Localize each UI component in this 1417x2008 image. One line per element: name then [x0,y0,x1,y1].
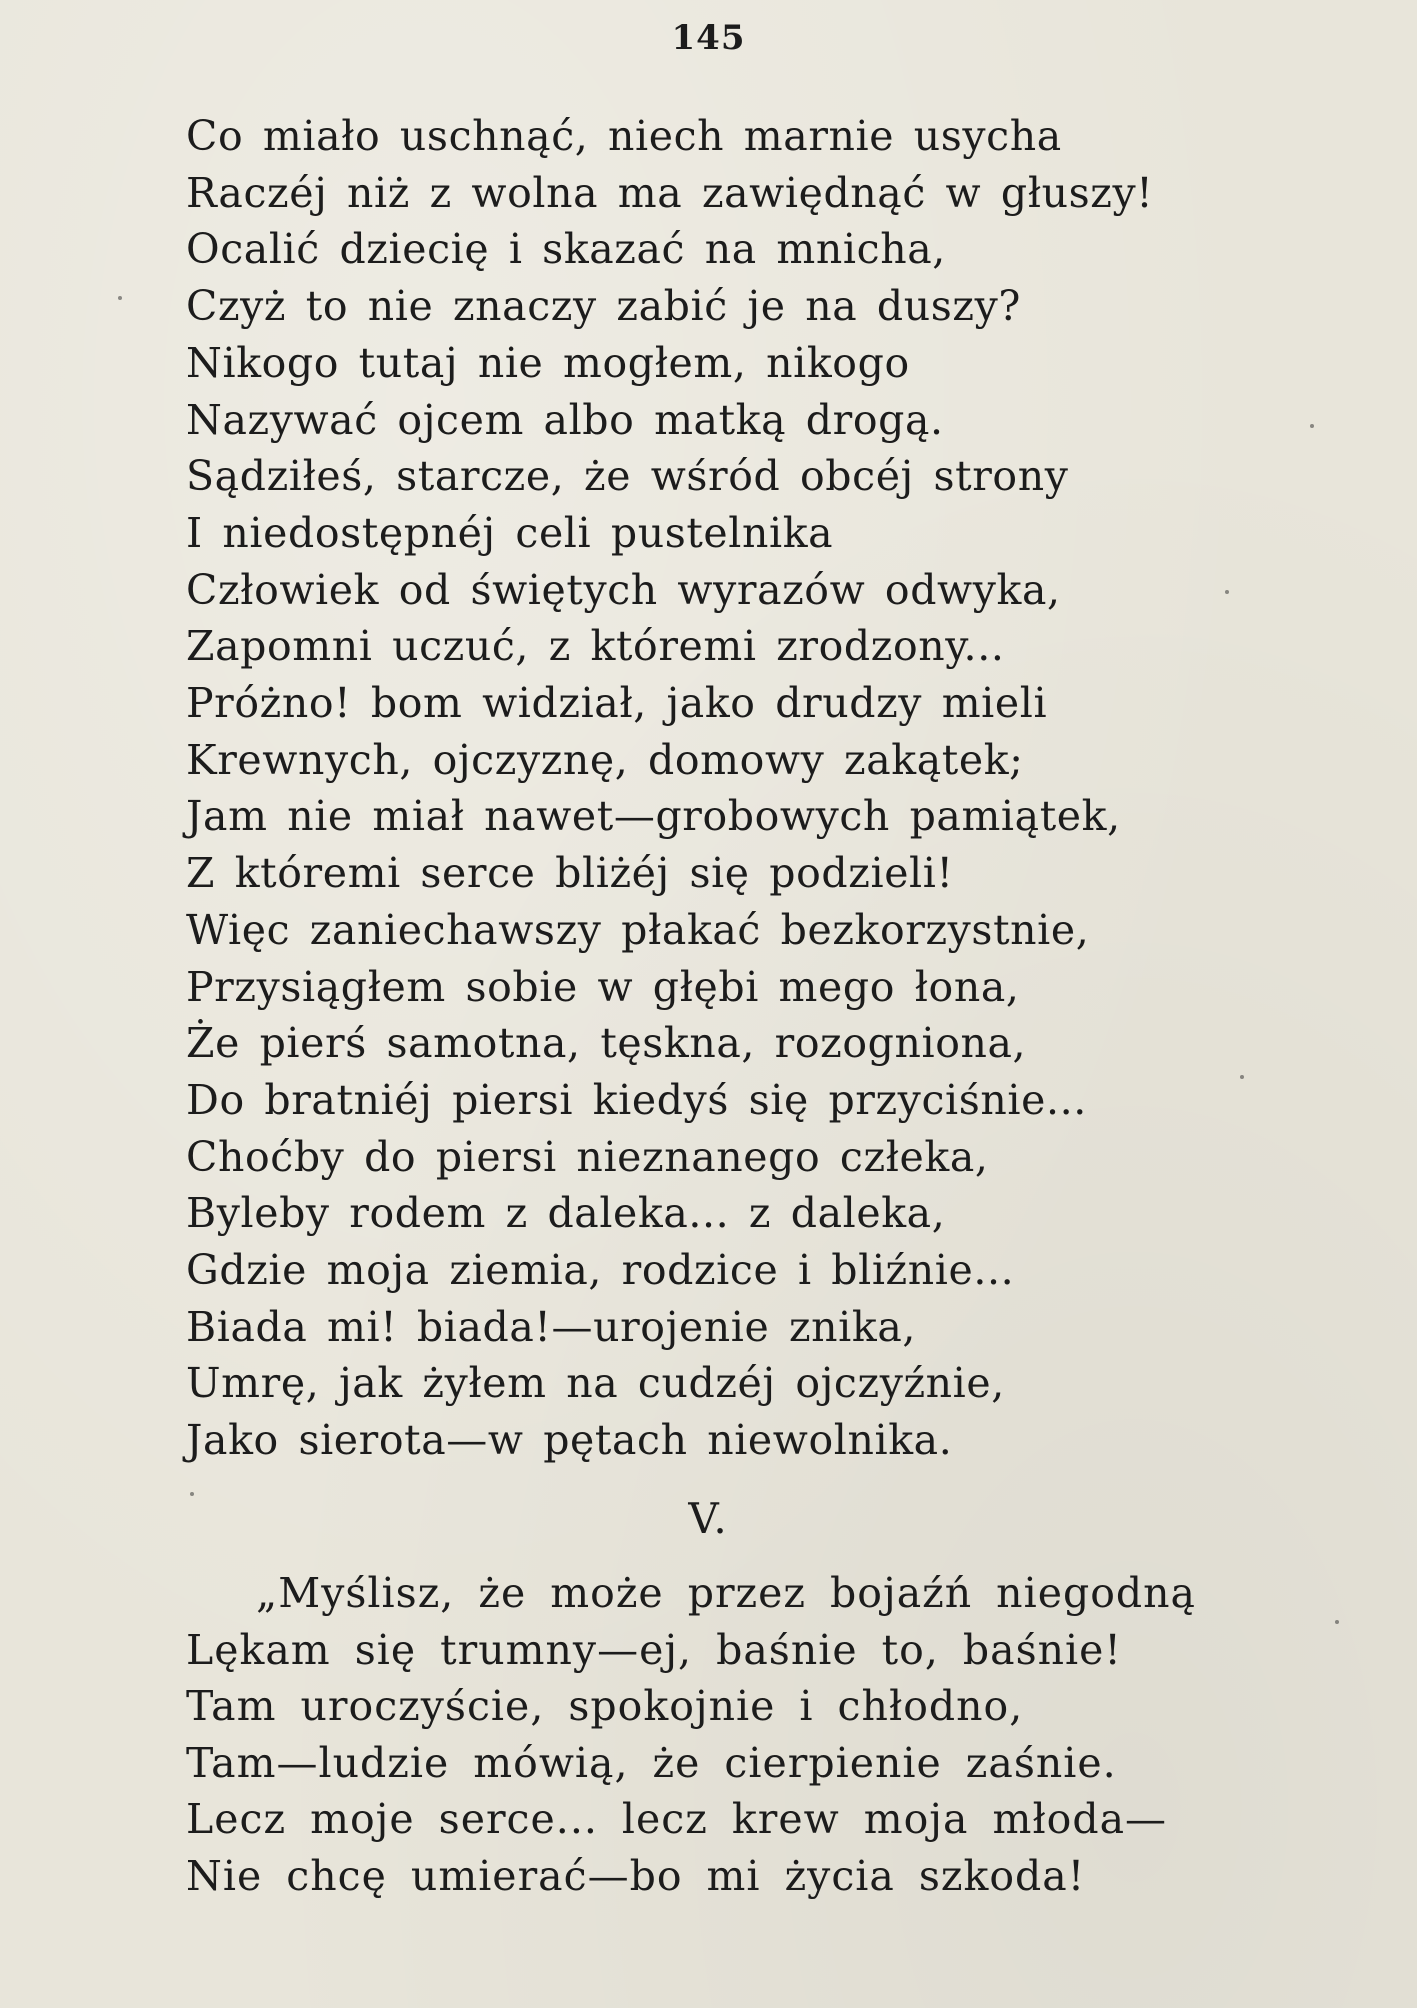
poem-line: I niedostępnéj celi pustelnika [186,508,834,557]
poem-line: Tam uroczyście, spokojnie i chłodno, [186,1682,1024,1730]
poem-line: Że pierś samotna, tęskna, rozogniona, [186,1019,1027,1068]
section-heading: V. [688,1494,729,1543]
poem-line: Umrę, jak żyłem na cudzéj ojczyźnie, [186,1359,1005,1408]
poem-line: Sądziłeś, starcze, że wśród obcéj strony [186,452,1069,501]
paper-speck [1225,590,1229,594]
paper-speck [1310,424,1314,428]
poem-line: Więc zaniechawszy płakać bezkorzystnie, [186,905,1090,954]
poem-stanza-1 [186,108,1153,1469]
poem-line: Ocalić dziecię i skazać na mnicha, [186,225,946,274]
poem-line: Raczéj niż z wolna ma zawiędnąć w głuszy! [186,168,1154,217]
poem-line: Z któremi serce bliżéj się podzieli! [186,849,954,898]
paper-speck [118,296,122,300]
paper-speck [190,1492,194,1496]
poem-stanza-2 [186,1565,1196,1904]
poem-line: Nikogo tutaj nie mogłem, nikogo [186,338,910,387]
poem-line: Człowiek od świętych wyrazów odwyka, [186,565,1061,614]
poem-line: Zapomni uczuć, z któremi zrodzony... [186,622,1005,671]
page-number: 145 [671,18,746,58]
poem-line: Jam nie miał nawet—grobowych pamiątek, [186,792,1121,841]
poem-line: Lecz moje serce... lecz krew moja młoda— [186,1795,1168,1843]
poem-line: Do bratniéj piersi kiedyś się przyciśnie... [186,1075,1087,1124]
poem-line: Nie chcę umierać—bo mi życia szkoda! [186,1851,1086,1900]
poem-line: Nazywać ojcem albo matką drogą. [186,395,944,444]
poem-line: Jako sierota—w pętach niewolnika. [186,1416,953,1465]
poem-line: Próżno! bom widział, jako drudzy mieli [186,679,1048,728]
poem-line: Krewnych, ojczyznę, domowy zakątek; [186,735,1024,784]
paper-speck [1335,1620,1339,1624]
poem-line: Przysiągłem sobie w głębi mego łona, [186,962,1020,1011]
poem-line: Co miało uschnąć, niech marnie usycha [186,112,1062,160]
poem-line: Byleby rodem z daleka... z daleka, [186,1189,946,1238]
poem-line: Biada mi! biada!—urojenie znika, [186,1302,916,1351]
poem-line: Choćby do piersi nieznanego człeka, [186,1132,989,1181]
paper-speck [1240,1075,1244,1079]
poem-line: Lękam się trumny—ej, baśnie to, baśnie! [186,1625,1122,1674]
poem-line: Gdzie moja ziemia, rodzice i bliźnie... [186,1246,1015,1295]
poem-line: Tam—ludzie mówią, że cierpienie zaśnie. [186,1738,1117,1787]
poem-line: Czyż to nie znaczy zabić je na duszy? [186,282,1021,331]
poem-line: „Myślisz, że może przez bojaźń niegodną [256,1569,1196,1617]
